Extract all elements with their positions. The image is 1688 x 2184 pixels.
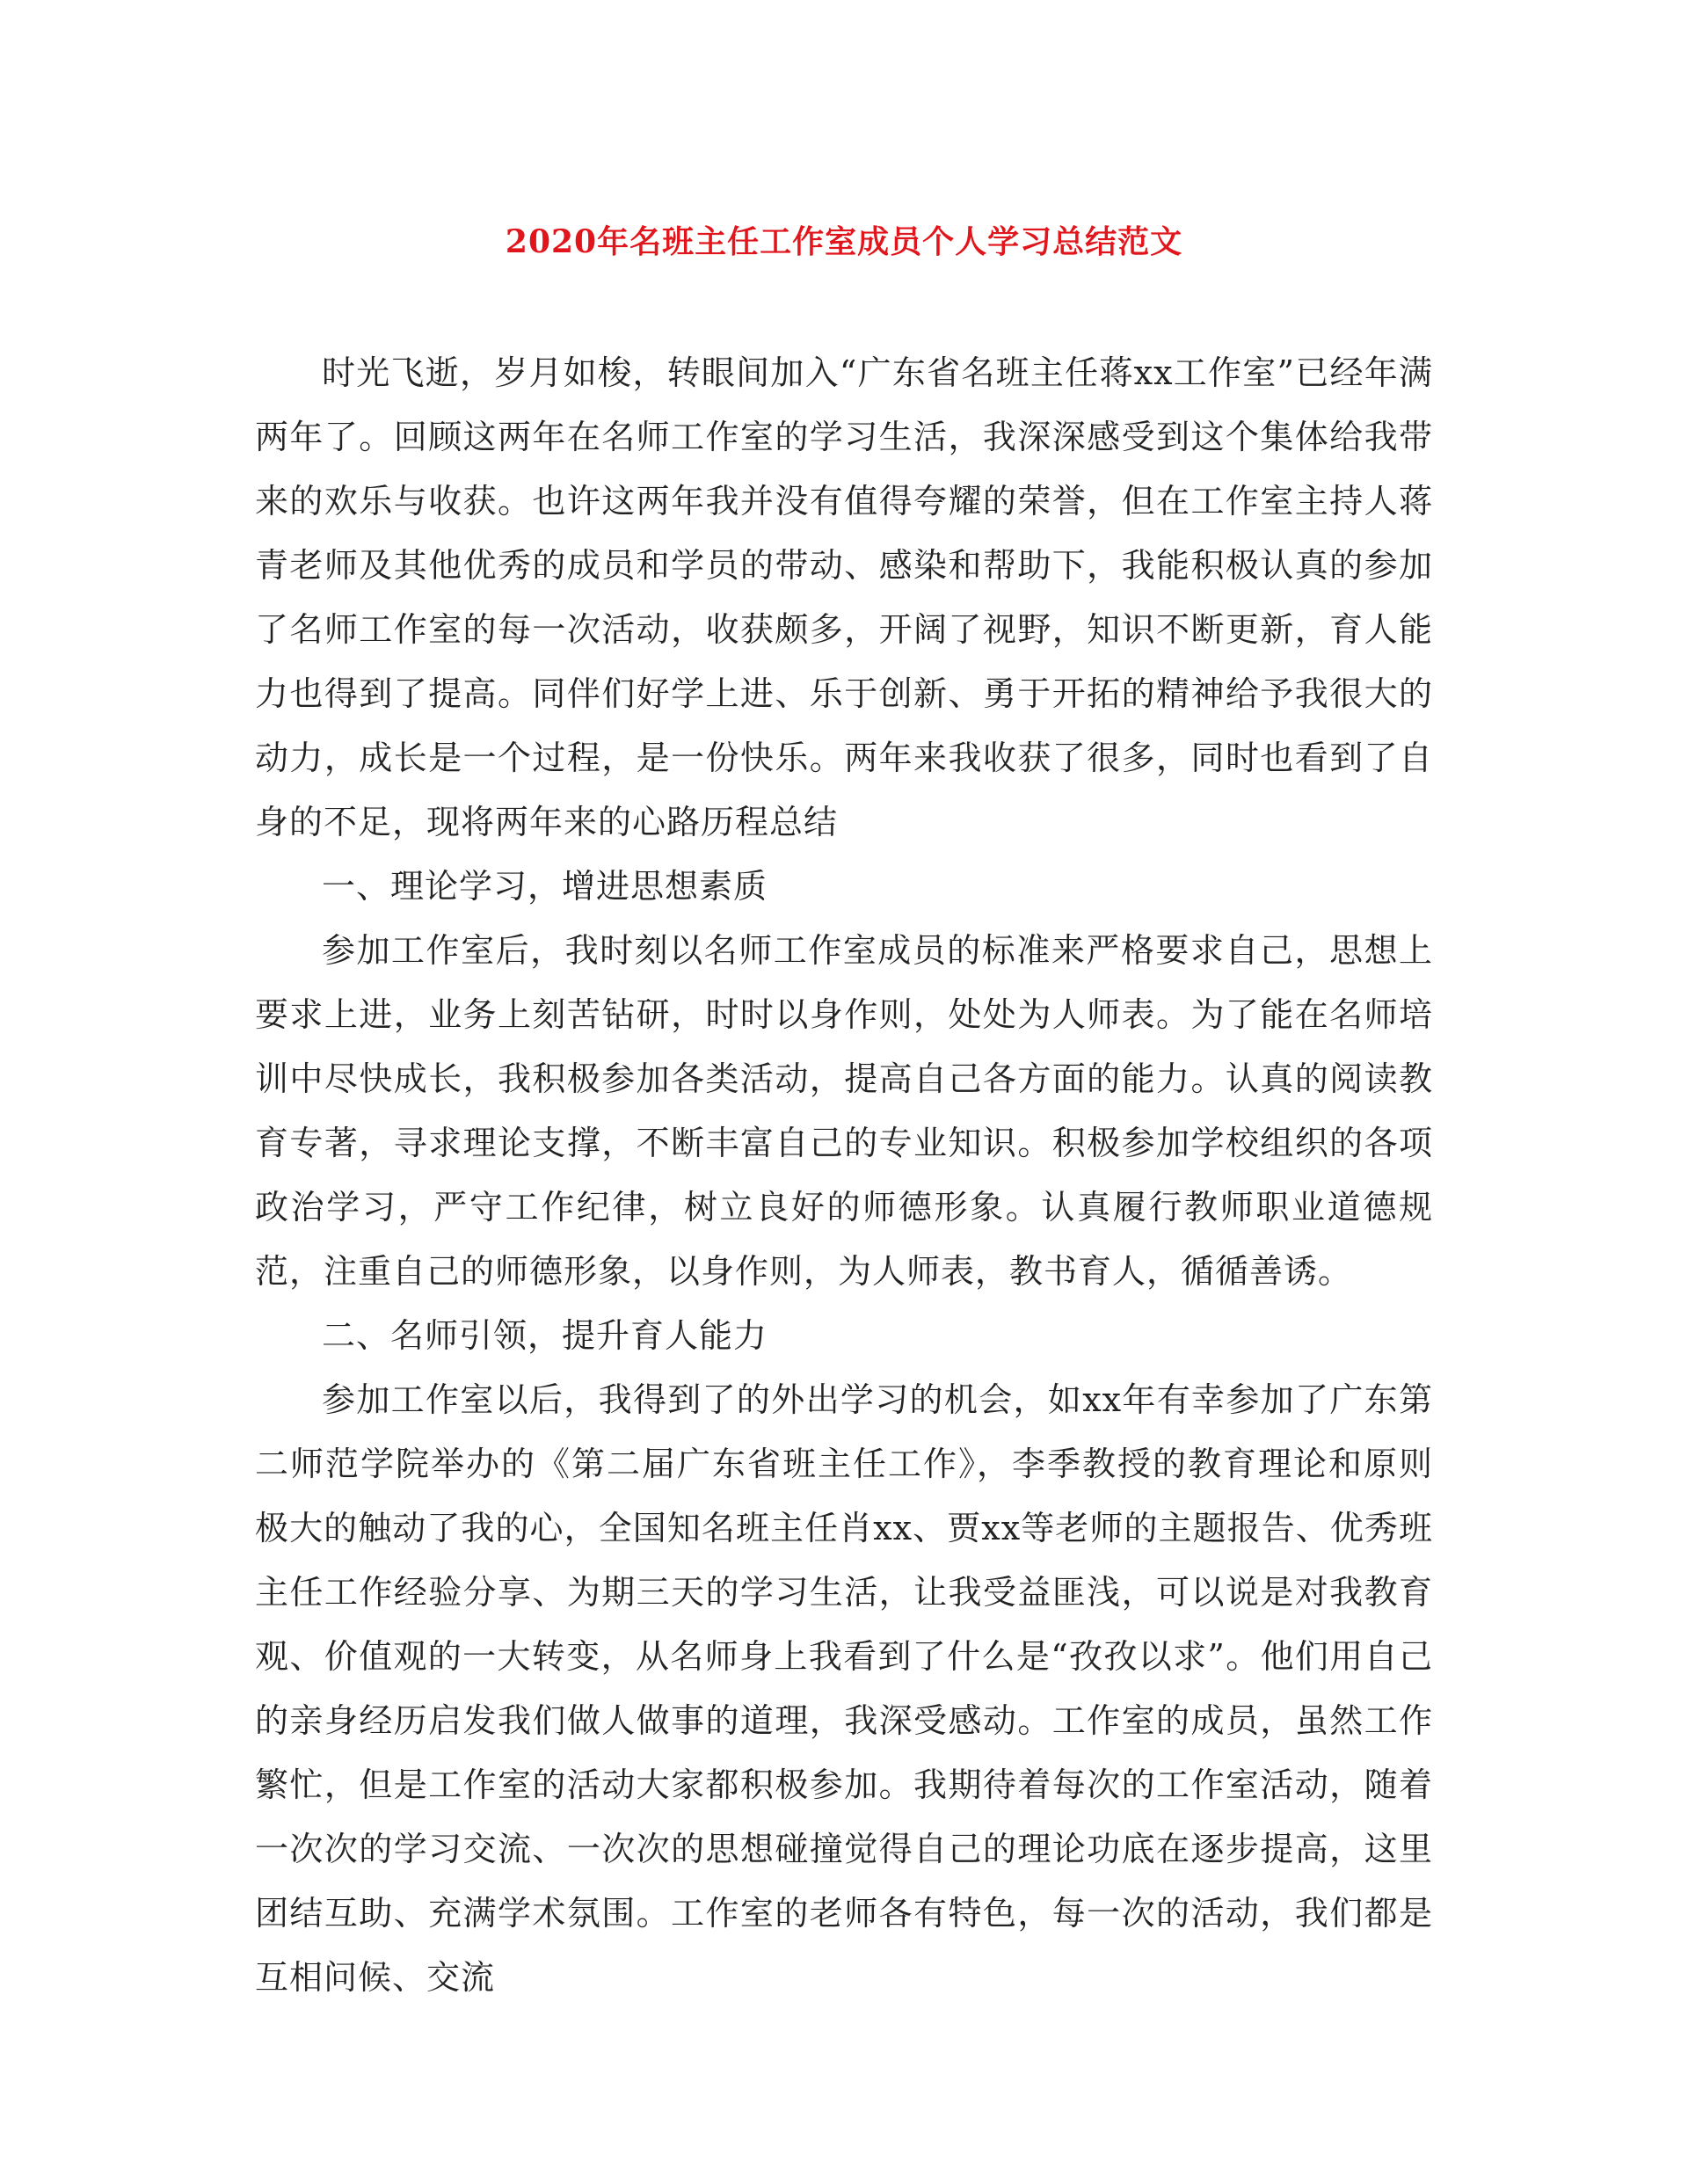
section-heading-mentor: 二、名师引领，提升育人能力 [322, 1316, 768, 1355]
section-heading-theory: 一、理论学习，增进思想素质 [322, 867, 768, 906]
paragraph-mentor: 参加工作室以后，我得到了的外出学习的机会，如xx年有幸参加了广东第二师范学院举办的《第二届广东省班主任工作》，李季教授的教育理论和原则极大的触动了我的心，全国知名班主任肖xx、贾xx等老师的主题报告、优秀班主任工作经验分享、为期三天的学习生活，让我受益匪浅，可以说是对我教育观、价值观的一大转变，从名师身上我看到了什么是“孜孜以求”。他们用自己的亲身经历启发我们做人做事的道理，我深受感动。工作室的成员，虽然工作繁忙，但是工作室的活动大家都积极参加。我期待着每次的工作室活动，随着一次次的学习交流、一次次的思想碰撞觉得自己的理论功底在逐步提高，这里团结互助、充满学术氛围。工作室的老师各有特色，每一次的活动，我们都是互相问候、交流 [255, 1380, 1433, 1997]
paragraph-theory: 参加工作室后，我时刻以名师工作室成员的标准来严格要求自己，思想上要求上进，业务上刻苦钻研，时时以身作则，处处为人师表。为了能在名师培训中尽快成长，我积极参加各类活动，提高自己各方面的能力。认真的阅读教育专著，寻求理论支撑，不断丰富自己的专业知识。积极参加学校组织的各项政治学习，严守工作纪律，树立良好的师德形象。认真履行教师职业道德规范，注重自己的师德形象，以身作则，为人师表，教书育人，循循善诱。 [255, 931, 1433, 1291]
document-title: 2020年名班主任工作室成员个人学习总结范文 [505, 223, 1183, 260]
paragraph-intro: 时光飞逝，岁月如梭，转眼间加入“广东省名班主任蒋xx工作室”已经年满两年了。回顾这两年在名师工作室的学习生活，我深深感受到这个集体给我带来的欢乐与收获。也许这两年我并没有值得夸耀的荣誉，但在工作室主持人蒋青老师及其他优秀的成员和学员的带动、感染和帮助下，我能积极认真的参加了名师工作室的每一次活动，收获颇多，开阔了视野，知识不断更新，育人能力也得到了提高。同伴们好学上进、乐于创新、勇于开拓的精神给予我很大的动力，成长是一个过程，是一份快乐。两年来我收获了很多，同时也看到了自身的不足，现将两年来的心路历程总结 [255, 353, 1433, 841]
document-body [255, 341, 1433, 2010]
